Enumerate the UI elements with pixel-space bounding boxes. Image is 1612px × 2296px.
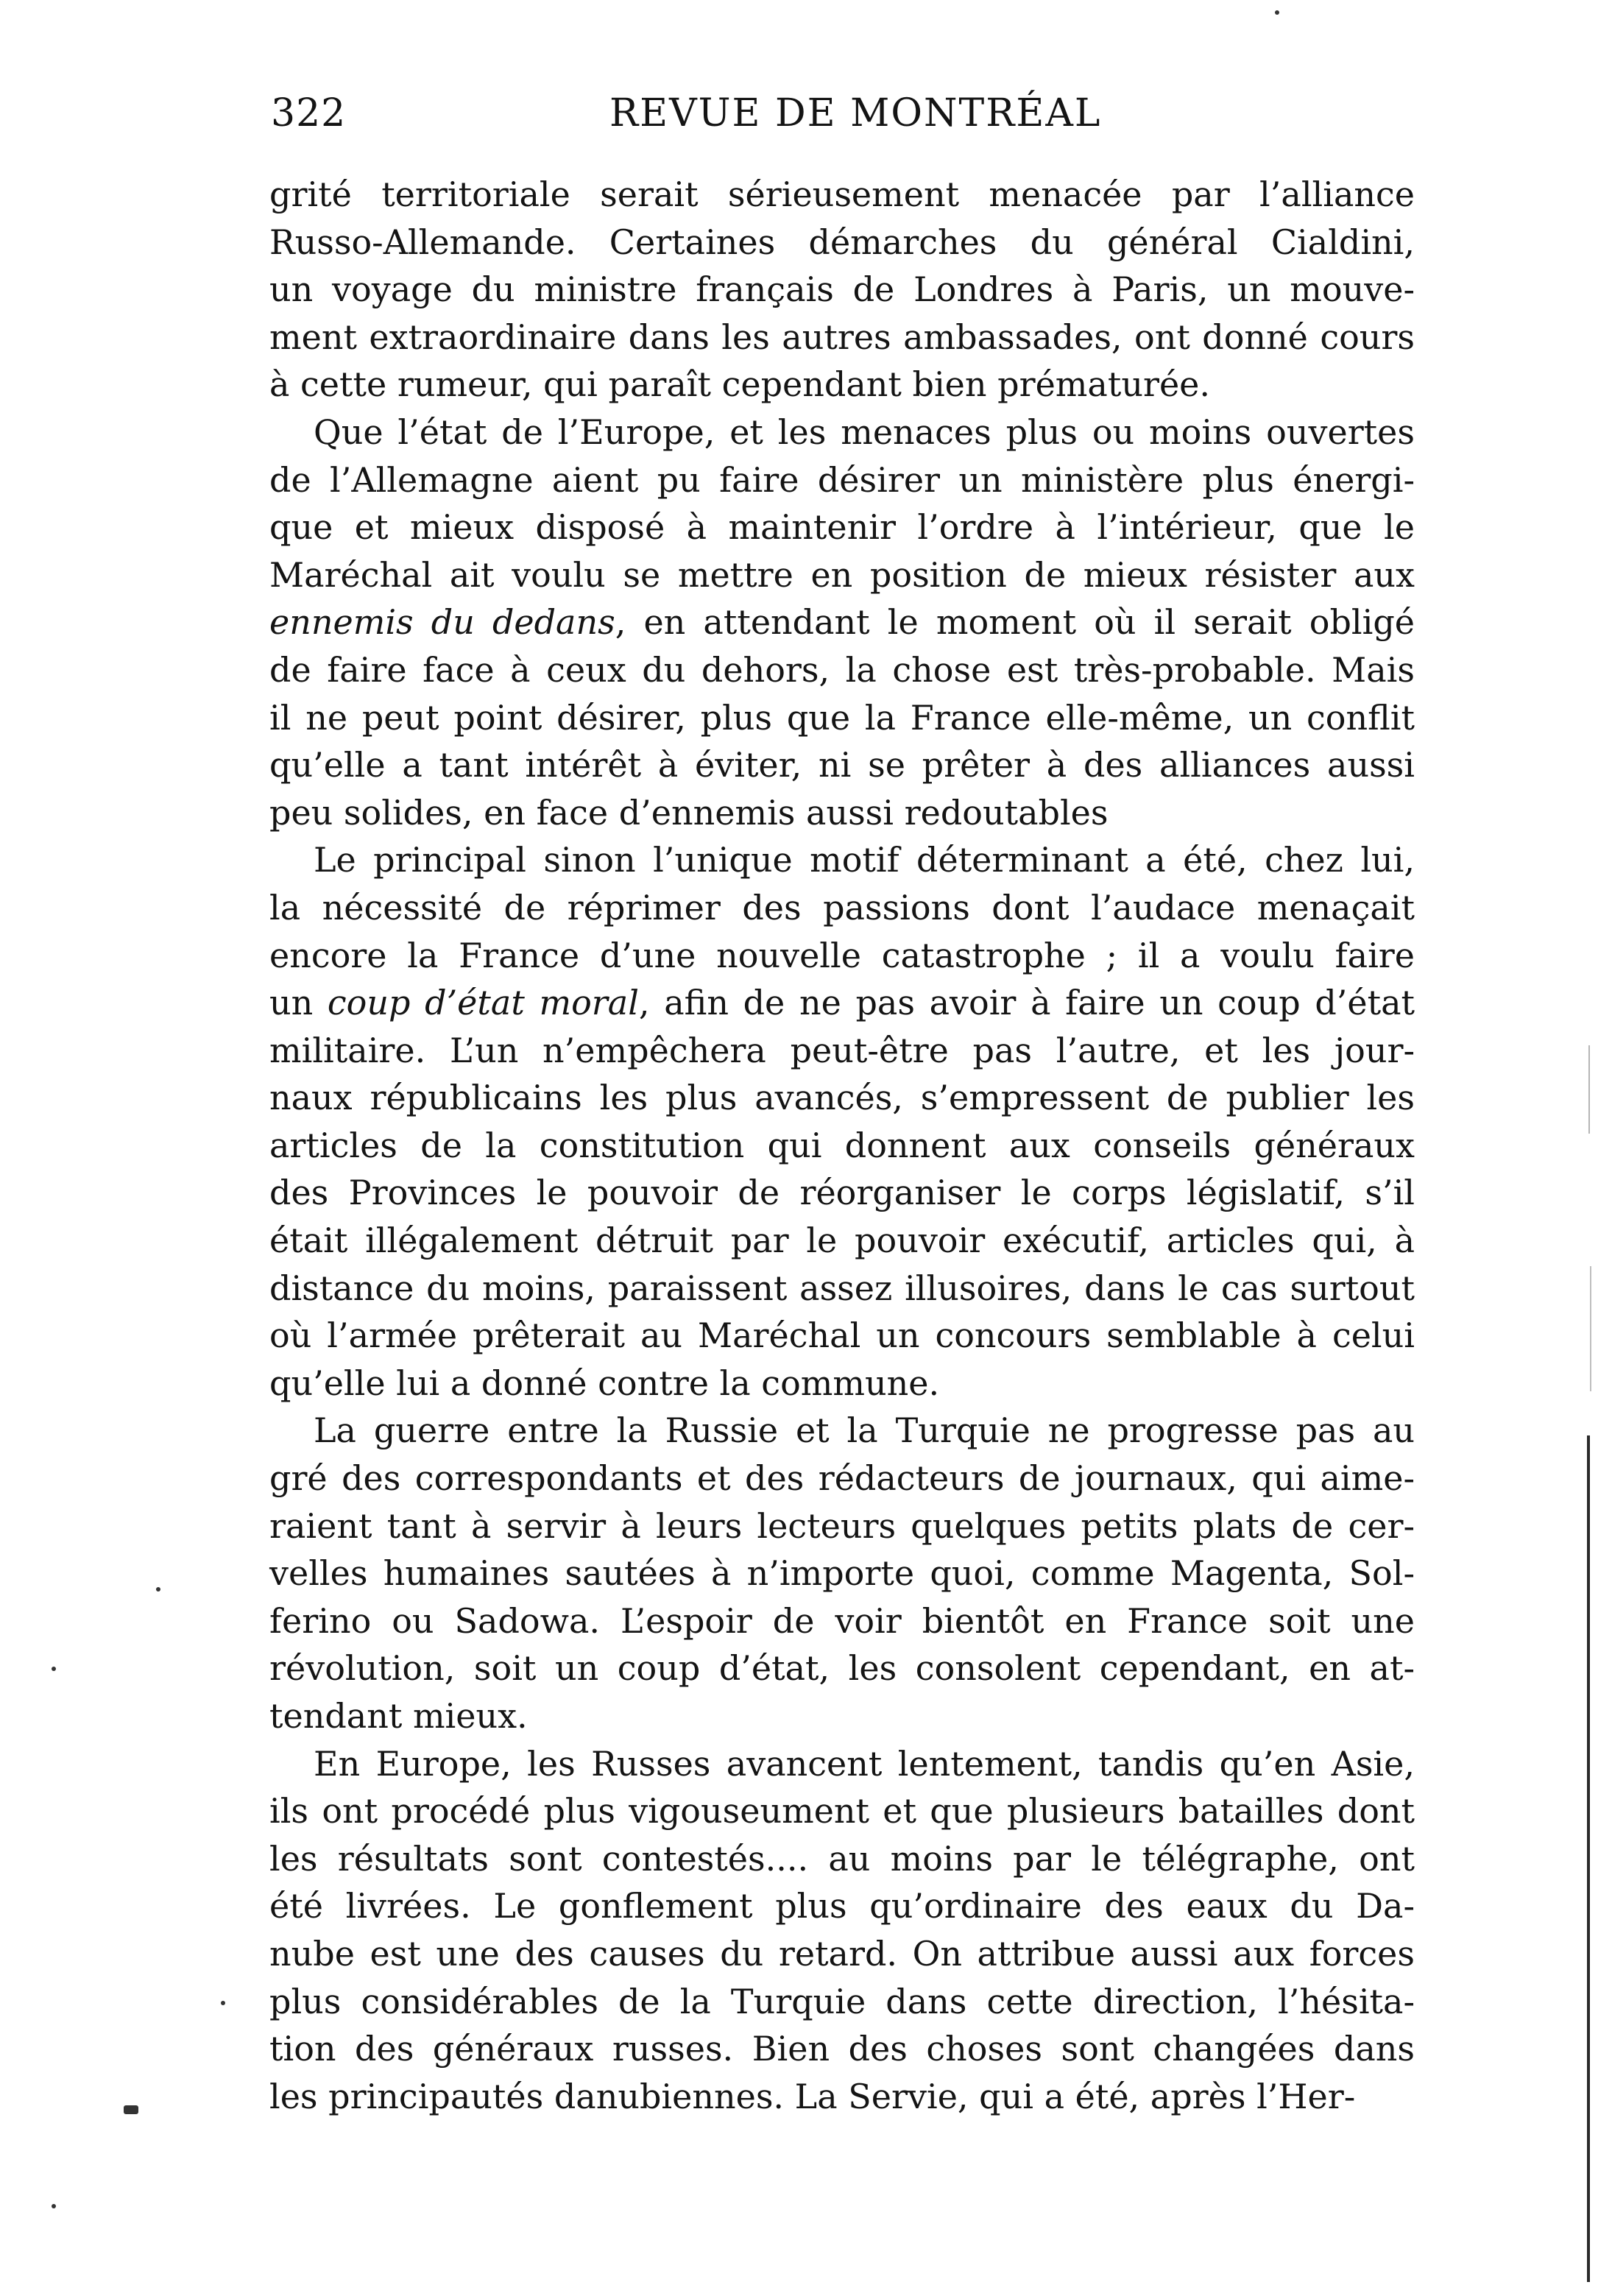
text-line: ment extraordinaire dans les autres ambassades, ont donné cours [269, 317, 1415, 357]
margin-rule-mark [1588, 1045, 1590, 1134]
italic-phrase: ennemis du dedans [269, 602, 615, 643]
text-segment: un [269, 983, 328, 1023]
text-line: tendant mieux. [269, 1696, 528, 1736]
text-line: distance du moins, paraissent assez illusoires, dans le cas surtout [269, 1268, 1415, 1308]
speck-mark [124, 2105, 138, 2114]
text-line: En Europe, les Russes avancent lentement, tandis qu’en Asie, [314, 1743, 1415, 1784]
text-line: un voyage du ministre français de Londres à Paris, un mouve- [269, 269, 1415, 310]
text-line: La guerre entre la Russie et la Turquie ne progresse pas au [314, 1410, 1415, 1451]
text-line: la nécessité de réprimer des passions dont l’audace menaçait [269, 887, 1415, 928]
text-line: Maréchal ait voulu se mettre en position de mieux résister aux [269, 554, 1415, 595]
page-header [271, 91, 1413, 150]
text-line: encore la France d’une nouvelle catastrophe ; il a voulu faire [269, 935, 1415, 975]
speck-mark [52, 1667, 56, 1671]
text-line: ferino ou Sadowa. L’espoir de voir bientôt en France soit une [269, 1600, 1415, 1641]
text-line: velles humaines sautées à n’importe quoi, comme Magenta, Sol- [269, 1553, 1415, 1594]
speck-mark [52, 2204, 56, 2208]
text-line: révolution, soit un coup d’état, les consolent cependant, en at- [269, 1648, 1415, 1689]
text-line: Que l’état de l’Europe, et les menaces plus ou moins ouvertes [314, 411, 1415, 452]
margin-rule-mark [1590, 1266, 1591, 1391]
text-line: raient tant à servir à leurs lecteurs quelques petits plats de cer- [269, 1505, 1415, 1546]
text-line: peu solides, en face d’ennemis aussi redoutables [269, 792, 1109, 833]
text-line: était illégalement détruit par le pouvoir exécutif, articles qui, à [269, 1221, 1415, 1261]
text-line: été livrées. Le gonflement plus qu’ordinaire des eaux du Da- [269, 1886, 1415, 1926]
text-line: que et mieux disposé à maintenir l’ordre à l’intérieur, que le [269, 507, 1415, 548]
text-line: de l’Allemagne aient pu faire désirer un ministère plus énergi- [269, 459, 1415, 500]
page-number: 322 [271, 91, 347, 135]
text-line: articles de la constitution qui donnent aux conseils généraux [269, 1125, 1415, 1165]
text-line [269, 598, 1415, 646]
text-line: naux républicains les plus avancés, s’empressent de publier les [269, 1078, 1415, 1118]
text-line: qu’elle lui a donné contre la commune. [269, 1363, 940, 1403]
text-line: grité territoriale serait sérieusement menacée par l’alliance [269, 174, 1415, 214]
body-text [269, 171, 1415, 2120]
italic-phrase: coup d’état moral [327, 983, 639, 1023]
text-line: où l’armée prêterait au Maréchal un concours semblable à celui [269, 1315, 1415, 1356]
text-line: les résultats sont contestés.... au moins par le télégraphe, ont [269, 1838, 1415, 1879]
text-line: Le principal sinon l’unique motif déterminant a été, chez lui, [314, 840, 1415, 880]
text-line [269, 979, 1415, 1027]
text-line: qu’elle a tant intérêt à éviter, ni se prêter à des alliances aussi [269, 745, 1415, 785]
text-line: nube est une des causes du retard. On attribue aussi aux forces [269, 1933, 1415, 1974]
text-segment: , en attendant le moment où il serait obligé [615, 602, 1415, 643]
running-head: REVUE DE MONTRÉAL [609, 91, 1102, 135]
text-line: Russo-Allemande. Certaines démarches du général Cialdini, [269, 222, 1415, 262]
speck-mark [221, 2001, 225, 2005]
margin-rule-mark [1587, 1435, 1590, 2282]
text-line: les principautés danubiennes. La Servie, qui a été, après l’Her- [269, 2076, 1356, 2116]
text-line: gré des correspondants et des rédacteurs de journaux, qui aime- [269, 1458, 1415, 1499]
text-segment: , afin de ne pas avoir à faire un coup d’état [638, 983, 1415, 1023]
text-line: plus considérables de la Turquie dans cette direction, l’hésita- [269, 1981, 1415, 2021]
text-line: ils ont procédé plus vigouseument et que plusieurs batailles dont [269, 1791, 1415, 1831]
text-line: militaire. L’un n’empêchera peut-être pas l’autre, et les jour- [269, 1030, 1415, 1070]
text-line: tion des généraux russes. Bien des choses sont changées dans [269, 2029, 1415, 2069]
text-line: il ne peut point désirer, plus que la France elle-même, un conflit [269, 697, 1415, 738]
text-line: de faire face à ceux du dehors, la chose est très-probable. Mais [269, 649, 1415, 690]
text-line: à cette rumeur, qui paraît cependant bien prématurée. [269, 364, 1211, 405]
text-line: des Provinces le pouvoir de réorganiser le corps législatif, s’il [269, 1173, 1415, 1213]
speck-mark [156, 1587, 160, 1592]
speck-mark [1275, 10, 1279, 15]
